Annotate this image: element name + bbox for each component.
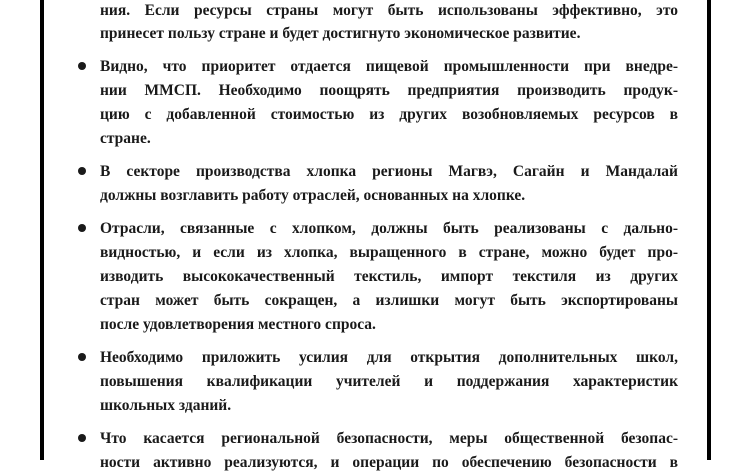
- paragraph-line: стране.: [100, 130, 151, 147]
- bullet-icon: [78, 167, 86, 175]
- paragraph-line: В секторе производства хлопка регионы Магвэ, Сагайн и Мандалай: [100, 163, 678, 180]
- paragraph-line: изводить высококачественный текстиль, импорт текстиля из других: [100, 268, 678, 285]
- paragraph-line: видностью, и если из хлопка, выращенного в стране, можно будет про-: [100, 244, 678, 261]
- paragraph-line: цию с добавленной стоимостью из других возобновляемых ресурсов в: [100, 106, 678, 123]
- paragraph-line: ности активно реализуются, и операции по обеспечению безопасности в: [100, 454, 678, 471]
- paragraph-line: Отрасли, связанные с хлопком, должны быть реализованы с дально-: [100, 220, 678, 237]
- bullet-icon: [78, 353, 86, 361]
- paragraph-line: Видно, что приоритет отдается пищевой промышленности при внедре-: [100, 58, 678, 75]
- paragraph-line: стран может быть сокращен, а излишки могут быть экспортированы: [100, 292, 678, 309]
- page-border-left: [40, 0, 44, 460]
- paragraph-line: нии ММСП. Необходимо поощрять предприятия производить продук-: [100, 82, 678, 99]
- bullet-icon: [78, 62, 86, 70]
- bullet-icon: [78, 434, 86, 442]
- paragraph-line: должны возглавить работу отраслей, основанных на хлопке.: [100, 187, 526, 204]
- paragraph-line: после удовлетворения местного спроса.: [100, 316, 376, 333]
- paragraph-line: Необходимо приложить усилия для открытия дополнительных школ,: [100, 349, 678, 366]
- paragraph-line: повышения квалификации учителей и поддержания характеристик: [100, 373, 678, 390]
- paragraph-line: принесет пользу стране и будет достигнуто экономическое развитие.: [100, 25, 581, 42]
- bullet-icon: [78, 224, 86, 232]
- paragraph-line: школьных зданий.: [100, 397, 232, 414]
- paragraph-line: Что касается региональной безопасности, меры общественной безопас-: [100, 430, 678, 447]
- page-border-right: [707, 0, 711, 460]
- paragraph-line: ния. Если ресурсы страны могут быть использованы эффективно, это: [100, 2, 678, 19]
